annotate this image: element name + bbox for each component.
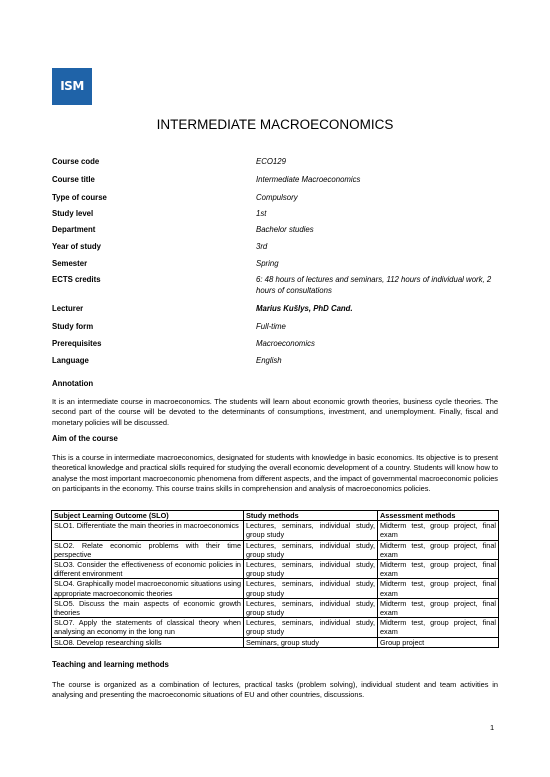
table-cell-slo: SLO8. Develop researching skills xyxy=(52,637,244,647)
table-cell-slo: SLO4. Graphically model macroeconomic situations using appropriate macroeconomic theories xyxy=(52,579,244,598)
info-label-course-title: Course title xyxy=(52,175,95,184)
table-header-assessment-methods: Assessment methods xyxy=(378,511,499,521)
info-label-ects-credits: ECTS credits xyxy=(52,275,101,284)
table-cell-study-methods: Lectures, seminars, individual study, group study xyxy=(244,540,378,559)
table-row xyxy=(52,540,499,559)
logo-text: ISM xyxy=(60,79,84,93)
info-value-language: English xyxy=(256,356,282,365)
table-header-study-methods: Study methods xyxy=(244,511,378,521)
table-cell-assessment: Group project xyxy=(378,637,499,647)
info-label-lecturer: Lecturer xyxy=(52,304,84,313)
table-cell-study-methods: Seminars, group study xyxy=(244,637,378,647)
table-row xyxy=(52,598,499,617)
info-value-semester: Spring xyxy=(256,259,279,268)
table-cell-study-methods: Lectures, seminars, individual study, group study xyxy=(244,579,378,598)
info-label-department: Department xyxy=(52,225,96,234)
table-cell-assessment: Midterm test, group project, final exam xyxy=(378,540,499,559)
teaching-text: The course is organized as a combination of lectures, practical tasks (problem solving), individual student and team activities in analysing and presenting the macroeconomic situations of EU and other countries, discussions. xyxy=(52,680,498,700)
info-value-year-of-study: 3rd xyxy=(256,242,268,251)
info-value-course-code: ECO129 xyxy=(256,157,286,166)
table-cell-slo: SLO1. Differentiate the main theories in macroeconomics xyxy=(52,521,244,540)
info-label-study-form: Study form xyxy=(52,322,94,331)
info-value-type-of-course: Compulsory xyxy=(256,193,298,202)
info-value-course-title: Intermediate Macroeconomics xyxy=(256,175,361,184)
info-label-semester: Semester xyxy=(52,259,88,268)
info-label-study-level: Study level xyxy=(52,209,94,218)
table-row xyxy=(52,637,499,647)
aim-heading: Aim of the course xyxy=(52,434,118,443)
table-cell-assessment: Midterm test, group project, final exam xyxy=(378,560,499,579)
table-cell-assessment: Midterm test, group project, final exam xyxy=(378,598,499,617)
table-cell-assessment: Midterm test, group project, final exam xyxy=(378,579,499,598)
table-row xyxy=(52,579,499,598)
table-row xyxy=(52,618,499,637)
info-label-language: Language xyxy=(52,356,89,365)
table-header-slo: Subject Learning Outcome (SLO) xyxy=(52,511,244,521)
ism-logo xyxy=(52,68,92,105)
table-cell-assessment: Midterm test, group project, final exam xyxy=(378,618,499,637)
table-cell-slo: SLO2. Relate economic problems with their time perspective xyxy=(52,540,244,559)
table-cell-slo: SLO7. Apply the statements of classical theory when analysing an economy in the long run xyxy=(52,618,244,637)
info-value-department: Bachelor studies xyxy=(256,225,314,234)
table-row xyxy=(52,560,499,579)
info-label-type-of-course: Type of course xyxy=(52,193,107,202)
annotation-heading: Annotation xyxy=(52,379,94,388)
page-title: INTERMEDIATE MACROECONOMICS xyxy=(156,117,394,132)
table-header-row xyxy=(52,511,499,521)
table-cell-study-methods: Lectures, seminars, individual study, group study xyxy=(244,598,378,617)
table-row xyxy=(52,521,499,540)
info-value-study-level: 1st xyxy=(256,209,267,218)
annotation-text: It is an intermediate course in macroeconomics. The students will learn about economic growth theories, business cycle theories. The second part of the course will be devoted to the determinants of consumptions, investment, and unemployment. Finally, fiscal and monetary policies will be discussed. xyxy=(52,397,498,427)
table-cell-study-methods: Lectures, seminars, individual study, group study xyxy=(244,560,378,579)
table-cell-study-methods: Lectures, seminars, individual study, group study xyxy=(244,521,378,540)
slo-table xyxy=(51,510,499,648)
info-value-prerequisites: Macroeconomics xyxy=(256,339,315,348)
info-value-ects-credits: 6: 48 hours of lectures and seminars, 112 hours of individual work, 2 hours of consultations xyxy=(256,275,492,295)
info-value-study-form: Full-time xyxy=(256,322,286,331)
page-number: 1 xyxy=(490,723,495,732)
info-label-prerequisites: Prerequisites xyxy=(52,339,102,348)
table-cell-study-methods: Lectures, seminars, individual study, group study xyxy=(244,618,378,637)
info-value-lecturer: Marius Kušlys, PhD Cand. xyxy=(256,304,353,313)
table-cell-slo: SLO3. Consider the effectiveness of economic policies in different environment xyxy=(52,560,244,579)
table-cell-assessment: Midterm test, group project, final exam xyxy=(378,521,499,540)
table-cell-slo: SLO5. Discuss the main aspects of economic growth theories xyxy=(52,598,244,617)
aim-text: This is a course in intermediate macroeconomics, designated for students with knowledge in basic economics. Its objective is to present theoretical knowledge and practical skills required for studying the overall economic development of a country. Students will know how to analyse the most important macroeconomic phenomena from different aspects, and the impact of governmental macroeconomic policies on participants in the economy. This course trains skills in comprehension and analysis of macroeconomics policies. xyxy=(52,453,498,494)
info-label-course-code: Course code xyxy=(52,157,100,166)
info-label-year-of-study: Year of study xyxy=(52,242,101,251)
teaching-heading: Teaching and learning methods xyxy=(52,660,169,669)
